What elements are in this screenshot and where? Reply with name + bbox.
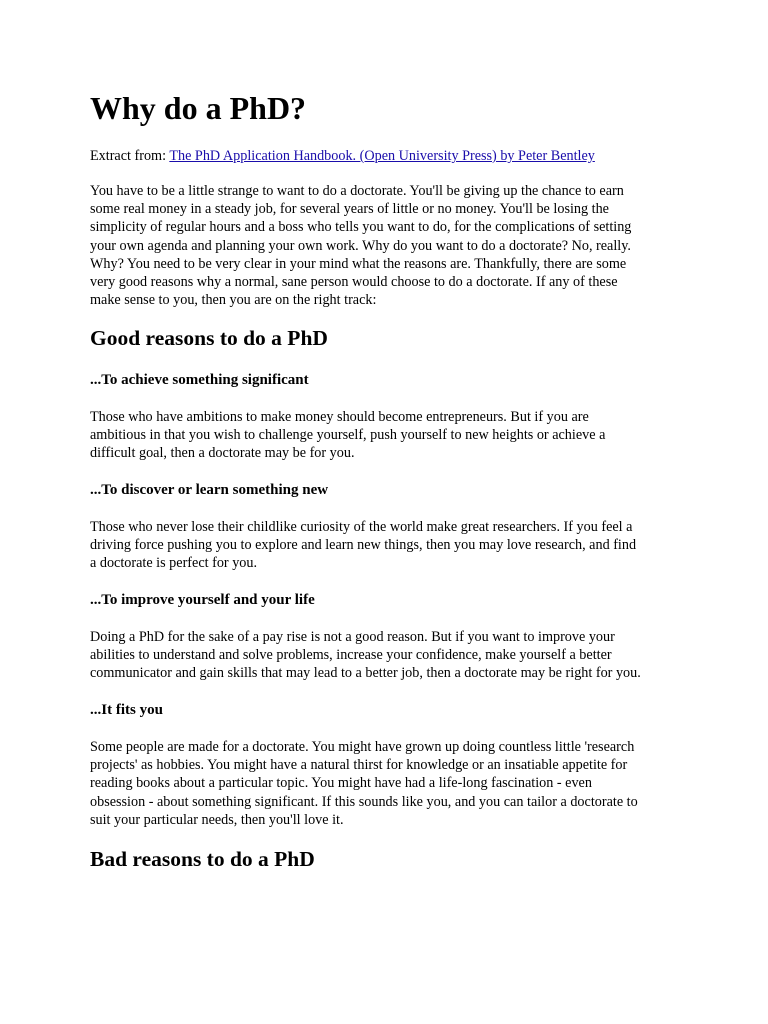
source-link[interactable]: The PhD Application Handbook. (Open University Press) by Peter Bentley (169, 148, 595, 164)
section-paragraph-improve (90, 628, 690, 683)
paragraph-line: obsession - about something significant. If this sounds like you, and you can tailor a doctorate to (90, 793, 638, 810)
section-heading-discover: ...To discover or learn something new (90, 482, 329, 498)
paragraph-line: suit your particular needs, then you'll love it. (90, 811, 344, 828)
paragraph-line: difficult goal, then a doctorate may be for you. (90, 445, 355, 462)
bad-reasons-heading: Bad reasons to do a PhD (90, 847, 315, 871)
section-paragraph-achieve (90, 408, 690, 463)
extract-prefix: Extract from: (90, 148, 170, 164)
section-heading-achieve: ...To achieve something significant (90, 372, 309, 388)
paragraph-line: Why? You need to be very clear in your mind what the reasons are. Thankfully, there are some (90, 255, 627, 272)
section-heading-fits: ...It fits you (90, 702, 163, 718)
paragraph-line: Some people are made for a doctorate. You might have grown up doing countless little 'research (90, 739, 635, 755)
section-paragraph-discover (90, 518, 690, 573)
paragraph-line: abilities to understand and solve problems, increase your confidence, make yourself a better (90, 647, 612, 664)
paragraph-line: very good reasons why a normal, sane person would choose to do a doctorate. If any of these (90, 274, 618, 291)
paragraph-line: reading books about a particular topic. You might have had a life-long fascination - even (90, 775, 592, 792)
paragraph-line: some real money in a steady job, for several years of little or no money. You'll be losing the (90, 201, 609, 218)
paragraph-line: ambitious in that you wish to challenge yourself, push yourself to new heights or achieve a (90, 427, 606, 444)
paragraph-line: projects' as hobbies. You might have a natural thirst for knowledge or an insatiable appetite for (90, 757, 628, 774)
page-title: Why do a PhD? (90, 90, 307, 126)
paragraph-line: Those who never lose their childlike curiosity of the world make great researchers. If you feel a (90, 519, 633, 535)
paragraph-line: simplicity of regular hours and a boss who tells you want to do, for the complications of setting (90, 219, 632, 236)
paragraph-line: make sense to you, then you are on the right track: (90, 292, 377, 309)
section-paragraph-fits (90, 738, 690, 829)
extract-line (90, 147, 690, 165)
section-heading-improve: ...To improve yourself and your life (90, 592, 315, 608)
paragraph-line: You have to be a little strange to want to do a doctorate. You'll be giving up the chance to earn (90, 183, 624, 199)
paragraph-line: Those who have ambitions to make money should become entrepreneurs. But if you are (90, 409, 589, 425)
paragraph-line: driving force pushing you to explore and learn new things, then you may love research, and find (90, 537, 637, 554)
paragraph-line: Doing a PhD for the sake of a pay rise is not a good reason. But if you want to improve your (90, 629, 615, 645)
paragraph-line: communicator and gain skills that may lead to a better job, then a doctorate may be right for you. (90, 665, 641, 682)
intro-paragraph (90, 182, 690, 309)
paragraph-line: a doctorate is perfect for you. (90, 555, 258, 572)
paragraph-line: your own agenda and planning your own work. Why do you want to do a doctorate? No, really. (90, 237, 631, 254)
good-reasons-heading: Good reasons to do a PhD (90, 326, 328, 350)
